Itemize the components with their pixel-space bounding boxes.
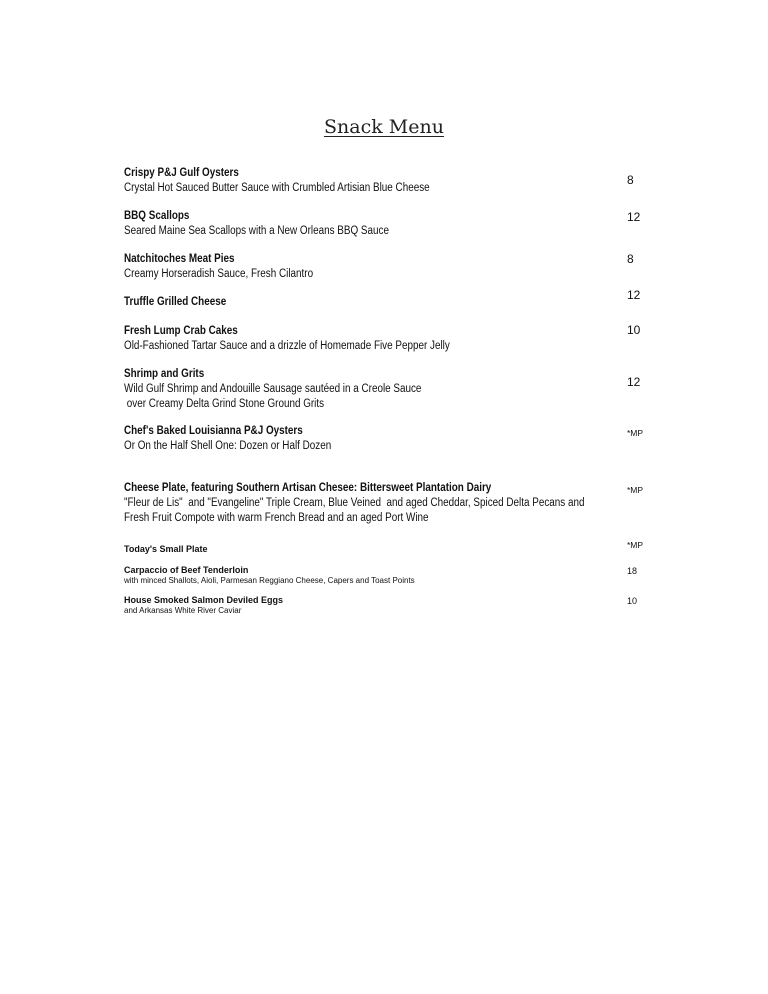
item-price: 12 bbox=[627, 288, 641, 302]
small-plate-heading bbox=[124, 544, 624, 555]
item-name: Carpaccio of Beef Tenderloin bbox=[124, 565, 249, 575]
item-description: with minced Shallots, Aioli, Parmesan Reggiano Cheese, Capers and Toast Points bbox=[124, 576, 415, 585]
item-price: 12 bbox=[627, 375, 641, 389]
item-name: Truffle Grilled Cheese bbox=[124, 296, 227, 308]
item-description: Seared Maine Sea Scallops with a New Orleans BBQ Sauce bbox=[124, 225, 389, 237]
item-description: and Arkansas White River Caviar bbox=[124, 606, 242, 615]
item-price: 18 bbox=[627, 566, 638, 576]
item-name: Crispy P&J Gulf Oysters bbox=[124, 167, 239, 179]
menu-title: Snack Menu bbox=[324, 116, 444, 138]
item-name: Chef's Baked Louisianna P&J Oysters bbox=[124, 425, 303, 437]
item-name: Natchitoches Meat Pies bbox=[124, 253, 235, 265]
item-name: Shrimp and Grits bbox=[124, 368, 205, 380]
menu-item bbox=[124, 209, 624, 239]
item-price: 10 bbox=[627, 596, 638, 606]
item-description: Or On the Half Shell One: Dozen or Half Dozen bbox=[124, 440, 332, 452]
small-plate-heading-price: *MP bbox=[627, 540, 644, 550]
item-price: 10 bbox=[627, 323, 641, 337]
item-price: *MP bbox=[627, 485, 644, 495]
item-price: 12 bbox=[627, 210, 641, 224]
small-plate-item bbox=[124, 565, 624, 586]
item-name: BBQ Scallops bbox=[124, 210, 190, 222]
menu-item bbox=[124, 166, 624, 196]
item-price: 8 bbox=[627, 252, 634, 266]
menu-item bbox=[124, 324, 624, 354]
menu-item bbox=[124, 252, 624, 282]
item-description: over Creamy Delta Grind Stone Ground Grits bbox=[124, 398, 325, 410]
small-plate-title: Today's Small Plate bbox=[124, 544, 208, 554]
item-description: "Fleur de Lis" and "Evangeline" Triple Cream, Blue Veined and aged Cheddar, Spiced Delta Pecans and bbox=[124, 497, 585, 509]
item-name: Fresh Lump Crab Cakes bbox=[124, 325, 238, 337]
item-name: House Smoked Salmon Deviled Eggs bbox=[124, 595, 284, 605]
menu-item bbox=[124, 481, 624, 526]
item-description: Creamy Horseradish Sauce, Fresh Cilantro bbox=[124, 268, 314, 280]
item-price: 8 bbox=[627, 173, 634, 187]
item-description: Wild Gulf Shrimp and Andouille Sausage sautéed in a Creole Sauce bbox=[124, 383, 422, 395]
small-plate-item bbox=[124, 595, 624, 616]
menu-item bbox=[124, 424, 624, 454]
menu-item bbox=[124, 367, 624, 412]
item-name: Cheese Plate, featuring Southern Artisan Chesee: Bittersweet Plantation Dairy bbox=[124, 482, 492, 494]
menu-item bbox=[124, 295, 624, 310]
item-price: *MP bbox=[627, 428, 644, 438]
item-description: Crystal Hot Sauced Butter Sauce with Crumbled Artisian Blue Cheese bbox=[124, 182, 430, 194]
item-description: Fresh Fruit Compote with warm French Bread and an aged Port Wine bbox=[124, 512, 429, 524]
item-description: Old-Fashioned Tartar Sauce and a drizzle of Homemade Five Pepper Jelly bbox=[124, 340, 450, 352]
